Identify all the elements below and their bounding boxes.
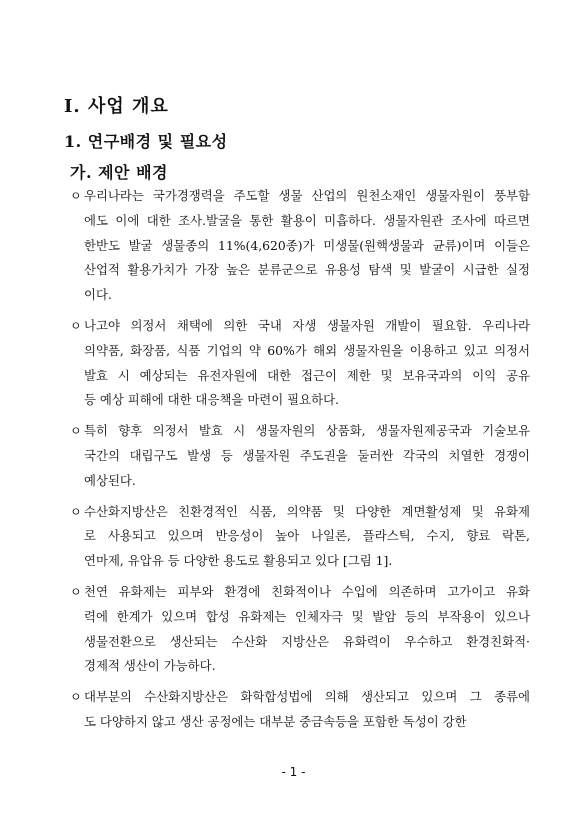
paragraph-line: 생물전환으로 생산되는 수산화 지방산은 유화력이 우수하고 환경친화적· bbox=[84, 633, 530, 649]
bullet-marker: ㅇ bbox=[70, 424, 82, 439]
sub-subsection-heading: 가. 제안 배경 bbox=[70, 163, 168, 182]
bullet-marker: ㅇ bbox=[70, 690, 82, 705]
paragraph-line: 우리나라는 국가경쟁력을 주도할 생물 산업의 원천소재인 생물자원이 풍부함 bbox=[84, 188, 530, 203]
paragraph-line: 의약품, 화장품, 식품 기업의 약 60%가 해외 생물자원을 이용하고 있고 의정서 bbox=[84, 342, 530, 358]
page-number: - 1 - bbox=[281, 765, 306, 779]
bullet-list bbox=[70, 184, 530, 741]
paragraph-line: 로 사용되고 있으며 반응성이 높아 나일론, 플라스틱, 수지, 향료 락톤, bbox=[84, 528, 530, 544]
bullet-paragraph bbox=[70, 419, 530, 493]
paragraph-line: 수산화지방산은 친환경적인 식품, 의약품 및 다양한 계면활성제 및 유화제 bbox=[84, 503, 530, 519]
paragraph-line: 나고야 의정서 채택에 의한 국내 자생 생물자원 개발이 필요함. 우리나라 bbox=[84, 317, 530, 333]
paragraph-line: 연마제, 유압유 등 다양한 용도로 활용되고 있다 [그림 1]. bbox=[84, 553, 393, 569]
paragraph-line: 등 예상 피해에 대한 대응책을 마련이 필요하다. bbox=[84, 392, 339, 408]
bullet-paragraph bbox=[70, 184, 530, 308]
paragraph-line: 경제적 생산이 가능하다. bbox=[84, 658, 216, 674]
paragraph-line: 예상된다. bbox=[84, 472, 136, 488]
paragraph-line: 특히 향후 의정서 발효 시 생물자원의 상품화, 생물자원제공국과 기술보유 bbox=[84, 423, 530, 439]
paragraph-line: 발효 시 예상되는 유전자원에 대한 접근이 제한 및 보유국과의 이익 공유 bbox=[84, 367, 530, 383]
subsection-heading: 1. 연구배경 및 필요성 bbox=[64, 132, 228, 151]
paragraph-line: 한반도 발굴 생물종의 11%(4,620종)가 미생물(원핵생물과 균류)이며 이들은 bbox=[84, 237, 530, 253]
paragraph-line: 천연 유화제는 피부와 환경에 친화적이나 수입에 의존하며 고가이고 유화 bbox=[84, 583, 530, 599]
bullet-paragraph bbox=[70, 500, 530, 574]
section-heading: I. 사업 개요 bbox=[64, 96, 169, 117]
paragraph-line: 이다. bbox=[84, 287, 112, 303]
paragraph-line: 도 다양하지 않고 생산 공정에는 대부분 중금속등을 포함한 독성이 강한 bbox=[84, 713, 467, 729]
paragraph-line: 대부분의 수산화지방산은 화학합성법에 의해 생산되고 있으며 그 종류에 bbox=[84, 689, 530, 705]
paragraph-line: 산업적 활용가치가 가장 높은 분류군으로 유용성 탐색 및 발굴이 시급한 실정 bbox=[84, 262, 530, 278]
bullet-paragraph bbox=[70, 580, 530, 679]
bullet-paragraph bbox=[70, 685, 530, 735]
bullet-marker: ㅇ bbox=[70, 189, 82, 203]
bullet-marker: ㅇ bbox=[70, 318, 82, 333]
bullet-marker: ㅇ bbox=[70, 584, 82, 599]
paragraph-line: 에도 이에 대한 조사.발굴을 통한 활용이 미흡하다. 생물자원관 조사에 따르면 bbox=[84, 212, 530, 228]
paragraph-line: 국간의 대립구도 발생 등 생물자원 주도권을 둘러싼 각국의 치열한 경쟁이 bbox=[84, 447, 530, 463]
paragraph-line: 력에 한계가 있으며 합성 유화제는 인체자극 및 발암 등의 부작용이 있으나 bbox=[84, 608, 530, 624]
bullet-paragraph bbox=[70, 314, 530, 413]
bullet-marker: ㅇ bbox=[70, 504, 82, 519]
